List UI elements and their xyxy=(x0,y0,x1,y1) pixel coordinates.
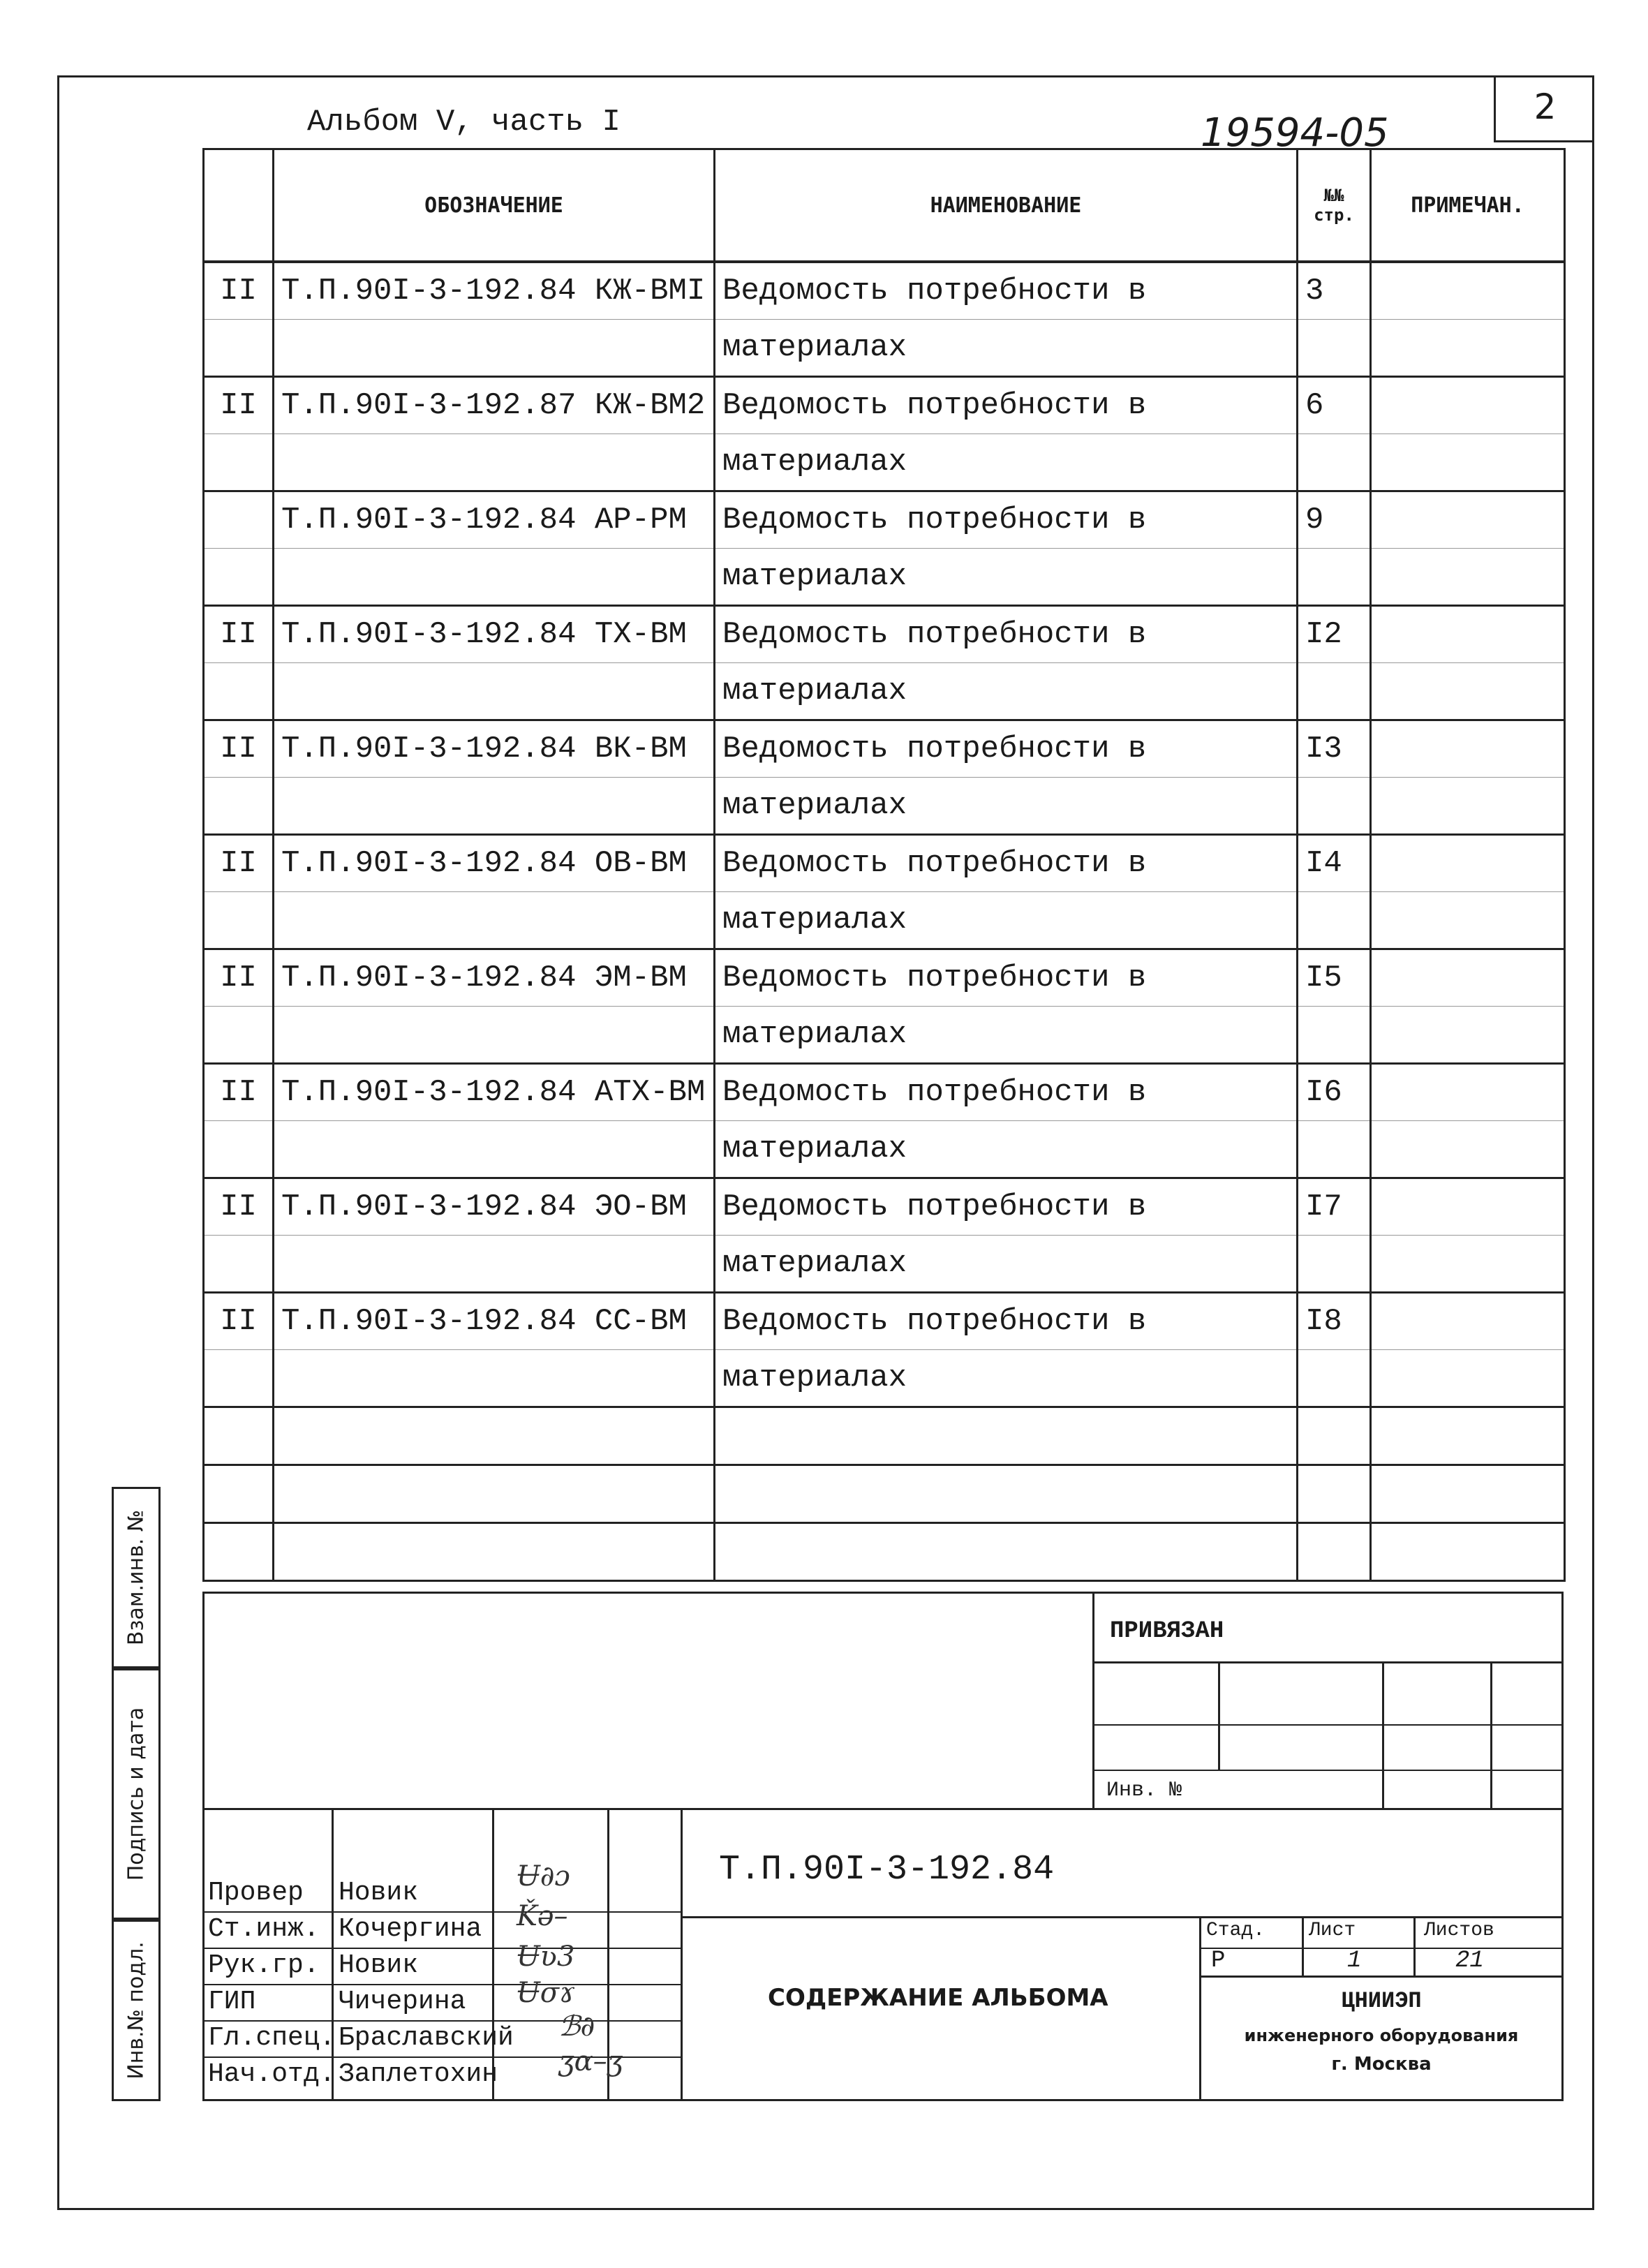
row-cell-empty xyxy=(1371,778,1565,835)
table-row-continuation xyxy=(204,663,1565,720)
row-code: Т.П.90I-3-192.84 ЭО-ВМ xyxy=(274,1178,715,1236)
table-row xyxy=(204,720,1565,778)
row-cell-empty xyxy=(1371,892,1565,949)
row-page: I8 xyxy=(1298,1293,1371,1350)
row-cell-empty xyxy=(204,1121,274,1178)
row-cell-empty xyxy=(274,1236,715,1293)
row-section: II xyxy=(204,1064,274,1121)
row-name-line1: Ведомость потребности в xyxy=(715,720,1298,778)
row-cell-empty xyxy=(1371,1350,1565,1407)
row-cell-empty xyxy=(1371,549,1565,606)
row-cell-empty xyxy=(1298,892,1371,949)
staff-name: Новик xyxy=(339,1950,419,1980)
empty-cell xyxy=(204,1465,274,1523)
row-section: II xyxy=(204,377,274,434)
inventory-number: 19594-05 xyxy=(1201,110,1389,156)
row-note xyxy=(1371,1293,1565,1350)
row-cell-empty xyxy=(1298,434,1371,491)
table-row xyxy=(204,262,1565,320)
listov-label: Листов xyxy=(1424,1920,1494,1941)
staff-row-line xyxy=(202,1948,681,1949)
row-cell-empty xyxy=(1298,1121,1371,1178)
privyazan-row-line xyxy=(1092,1770,1564,1771)
privyazan-col-line xyxy=(1218,1661,1220,1770)
row-cell-empty xyxy=(274,320,715,377)
row-name-line1: Ведомость потребности в xyxy=(715,262,1298,320)
row-page: 9 xyxy=(1298,491,1371,549)
empty-cell xyxy=(1371,1523,1565,1581)
empty-cell xyxy=(715,1407,1298,1465)
row-page: I2 xyxy=(1298,606,1371,663)
empty-cell xyxy=(274,1465,715,1523)
row-section: II xyxy=(204,835,274,892)
row-cell-empty xyxy=(1298,778,1371,835)
table-header-row xyxy=(204,149,1565,262)
staff-role: Рук.гр. xyxy=(208,1950,320,1980)
empty-cell xyxy=(1298,1407,1371,1465)
row-note xyxy=(1371,262,1565,320)
staff-row-line xyxy=(202,2020,681,2022)
row-name-line1: Ведомость потребности в xyxy=(715,491,1298,549)
org-city: г. Москва xyxy=(1331,2054,1432,2075)
row-section xyxy=(204,491,274,549)
row-note xyxy=(1371,491,1565,549)
staff-divider xyxy=(681,1808,683,2101)
row-name-line1: Ведомость потребности в xyxy=(715,606,1298,663)
staff-name: Кочергина xyxy=(339,1914,482,1944)
row-cell-empty xyxy=(1371,1236,1565,1293)
stadia-label: Стад. xyxy=(1206,1920,1265,1941)
staff-name: Новик xyxy=(339,1878,419,1908)
row-note xyxy=(1371,835,1565,892)
row-cell-empty xyxy=(1371,1007,1565,1064)
staff-role: Нач.отд. xyxy=(208,2059,336,2089)
row-section: II xyxy=(204,1178,274,1236)
row-cell-empty xyxy=(274,434,715,491)
empty-row xyxy=(204,1523,1565,1581)
empty-cell xyxy=(204,1407,274,1465)
table-row xyxy=(204,1064,1565,1121)
row-code: Т.П.90I-3-192.84 ВК-ВМ xyxy=(274,720,715,778)
row-cell-empty xyxy=(274,1007,715,1064)
empty-row xyxy=(204,1407,1565,1465)
header-section xyxy=(204,149,274,262)
row-cell-empty xyxy=(204,1350,274,1407)
table-row xyxy=(204,377,1565,434)
org-line2: инженерного оборудования xyxy=(1244,2026,1519,2045)
title-block-divider xyxy=(202,1808,1564,1810)
row-name-line2: материалах xyxy=(715,1007,1298,1064)
staff-name: Заплетохин xyxy=(339,2059,498,2089)
row-name-line2: материалах xyxy=(715,1350,1298,1407)
table-row xyxy=(204,949,1565,1007)
empty-cell xyxy=(715,1465,1298,1523)
row-cell-empty xyxy=(1371,320,1565,377)
row-cell-empty xyxy=(274,1350,715,1407)
row-code: Т.П.90I-3-192.84 ОВ-ВМ xyxy=(274,835,715,892)
row-name-line1: Ведомость потребности в xyxy=(715,377,1298,434)
empty-cell xyxy=(1298,1523,1371,1581)
list-value: 1 xyxy=(1347,1948,1362,1974)
staff-name: Чичерина xyxy=(339,1987,466,2017)
row-page: 6 xyxy=(1298,377,1371,434)
side-field-inv-podl: Инв.№ подл. xyxy=(112,1920,161,2101)
row-cell-empty xyxy=(1298,1350,1371,1407)
empty-cell xyxy=(1298,1465,1371,1523)
row-code: Т.П.90I-3-192.84 КЖ-ВМI xyxy=(274,262,715,320)
row-code: Т.П.90I-3-192.87 КЖ-ВМ2 xyxy=(274,377,715,434)
row-cell-empty xyxy=(204,320,274,377)
row-cell-empty xyxy=(274,663,715,720)
row-code: Т.П.90I-3-192.84 ТХ-ВМ xyxy=(274,606,715,663)
privyazan-col-line xyxy=(1382,1661,1384,1808)
row-page: 3 xyxy=(1298,262,1371,320)
row-cell-empty xyxy=(204,1007,274,1064)
row-cell-empty xyxy=(274,892,715,949)
row-note xyxy=(1371,1178,1565,1236)
staff-name: Браславский xyxy=(339,2023,514,2053)
row-cell-empty xyxy=(204,778,274,835)
table-row-continuation xyxy=(204,549,1565,606)
table-row xyxy=(204,835,1565,892)
row-name-line1: Ведомость потребности в xyxy=(715,835,1298,892)
sheet-title: СОДЕРЖАНИЕ АЛЬБОМА xyxy=(768,1984,1108,2012)
side-field-podpis: Подпись и дата xyxy=(112,1668,161,1920)
row-code: Т.П.90I-3-192.84 АР-РМ xyxy=(274,491,715,549)
header-designation: ОБОЗНАЧЕНИЕ xyxy=(274,149,715,262)
privyazan-divider xyxy=(1092,1592,1094,1808)
table-row-continuation xyxy=(204,1236,1565,1293)
row-name-line2: материалах xyxy=(715,892,1298,949)
row-name-line2: материалах xyxy=(715,663,1298,720)
stamp-row-line xyxy=(1199,1976,1564,1978)
row-cell-empty xyxy=(1298,549,1371,606)
empty-cell xyxy=(274,1523,715,1581)
list-label: Лист xyxy=(1309,1920,1356,1941)
row-cell-empty xyxy=(1371,663,1565,720)
table-row-continuation xyxy=(204,1121,1565,1178)
row-cell-empty xyxy=(204,434,274,491)
row-name-line2: материалах xyxy=(715,320,1298,377)
empty-cell xyxy=(274,1407,715,1465)
header-name: НАИМЕНОВАНИЕ xyxy=(715,149,1298,262)
signature-2: Ǩǝ– xyxy=(517,1900,568,1932)
staff-role: Провер xyxy=(208,1878,304,1908)
row-section: II xyxy=(204,1293,274,1350)
sheet-corner-number: 2 xyxy=(1494,75,1594,142)
row-name-line2: материалах xyxy=(715,1236,1298,1293)
row-name-line1: Ведомость потребности в xyxy=(715,949,1298,1007)
row-section: II xyxy=(204,606,274,663)
row-section: II xyxy=(204,262,274,320)
row-cell-empty xyxy=(1298,1007,1371,1064)
row-section: II xyxy=(204,720,274,778)
header-note: ПРИМЕЧАН. xyxy=(1371,149,1565,262)
staff-role: Ст.инж. xyxy=(208,1914,320,1944)
row-cell-empty xyxy=(204,892,274,949)
table-row-continuation xyxy=(204,1350,1565,1407)
listov-value: 21 xyxy=(1455,1948,1484,1974)
row-code: Т.П.90I-3-192.84 СС-ВМ xyxy=(274,1293,715,1350)
row-code: Т.П.90I-3-192.84 АТХ-ВМ xyxy=(274,1064,715,1121)
stamp-row-line xyxy=(1199,1948,1564,1949)
row-code: Т.П.90I-3-192.84 ЭМ-ВМ xyxy=(274,949,715,1007)
row-name-line1: Ведомость потребности в xyxy=(715,1064,1298,1121)
row-cell-empty xyxy=(1298,320,1371,377)
row-cell-empty xyxy=(204,549,274,606)
row-cell-empty xyxy=(274,1121,715,1178)
privyazan-row-line xyxy=(1092,1661,1564,1663)
staff-row-line xyxy=(202,1911,681,1913)
table-row-continuation xyxy=(204,778,1565,835)
row-cell-empty xyxy=(274,778,715,835)
privyazan-row-line xyxy=(1092,1724,1564,1726)
row-name-line1: Ведомость потребности в xyxy=(715,1178,1298,1236)
table-row-continuation xyxy=(204,434,1565,491)
contents-table xyxy=(202,148,1566,1582)
row-note xyxy=(1371,949,1565,1007)
album-label: Альбом V, часть I xyxy=(307,105,621,140)
signature-5: ℬ∂ xyxy=(558,2010,595,2043)
row-cell-empty xyxy=(1371,434,1565,491)
table-row xyxy=(204,606,1565,663)
empty-row xyxy=(204,1465,1565,1523)
row-name-line2: материалах xyxy=(715,778,1298,835)
row-name-line2: материалах xyxy=(715,434,1298,491)
signature-4: Ʉσɤ xyxy=(517,1977,575,2009)
empty-cell xyxy=(1371,1465,1565,1523)
row-note xyxy=(1371,377,1565,434)
privyazan-label: ПРИВЯЗАН xyxy=(1110,1618,1224,1645)
table-row xyxy=(204,1178,1565,1236)
table-row-continuation xyxy=(204,1007,1565,1064)
table-row xyxy=(204,491,1565,549)
empty-cell xyxy=(715,1523,1298,1581)
row-cell-empty xyxy=(1371,1121,1565,1178)
row-section: II xyxy=(204,949,274,1007)
table-row-continuation xyxy=(204,320,1565,377)
row-cell-empty xyxy=(274,549,715,606)
privyazan-col-line xyxy=(1490,1661,1492,1808)
row-note xyxy=(1371,720,1565,778)
table-row xyxy=(204,1293,1565,1350)
staff-role: Гл.спец. xyxy=(208,2023,336,2053)
row-page: I6 xyxy=(1298,1064,1371,1121)
signature-6: ʒɑ–ʒ xyxy=(558,2045,623,2077)
inv-no-label: Инв. № xyxy=(1106,1779,1182,1802)
header-page: №№ стр. xyxy=(1298,149,1371,262)
row-page: I4 xyxy=(1298,835,1371,892)
row-cell-empty xyxy=(204,663,274,720)
row-page: I5 xyxy=(1298,949,1371,1007)
staff-row-line xyxy=(202,1984,681,1985)
side-field-vzam: Взам.инв. № xyxy=(112,1487,161,1668)
empty-cell xyxy=(204,1523,274,1581)
stamp-col-line xyxy=(1413,1916,1416,1976)
row-note xyxy=(1371,606,1565,663)
org-name: ЦНИИЭП xyxy=(1341,1988,1422,2014)
row-name-line2: материалах xyxy=(715,549,1298,606)
stadia-value: Р xyxy=(1211,1948,1226,1974)
row-name-line2: материалах xyxy=(715,1121,1298,1178)
row-cell-empty xyxy=(204,1236,274,1293)
title-row-line xyxy=(681,1916,1564,1918)
row-cell-empty xyxy=(1298,663,1371,720)
row-cell-empty xyxy=(1298,1236,1371,1293)
row-name-line1: Ведомость потребности в xyxy=(715,1293,1298,1350)
row-note xyxy=(1371,1064,1565,1121)
empty-cell xyxy=(1371,1407,1565,1465)
staff-role: ГИП xyxy=(208,1987,256,2017)
row-page: I7 xyxy=(1298,1178,1371,1236)
project-code: Т.П.90I-3-192.84 xyxy=(719,1850,1055,1890)
signature-1: Ʉ∂ɔ xyxy=(517,1860,570,1892)
stamp-col-line xyxy=(1302,1916,1304,1976)
row-page: I3 xyxy=(1298,720,1371,778)
signature-3: Ʉʋ3 xyxy=(517,1941,575,1973)
table-row-continuation xyxy=(204,892,1565,949)
